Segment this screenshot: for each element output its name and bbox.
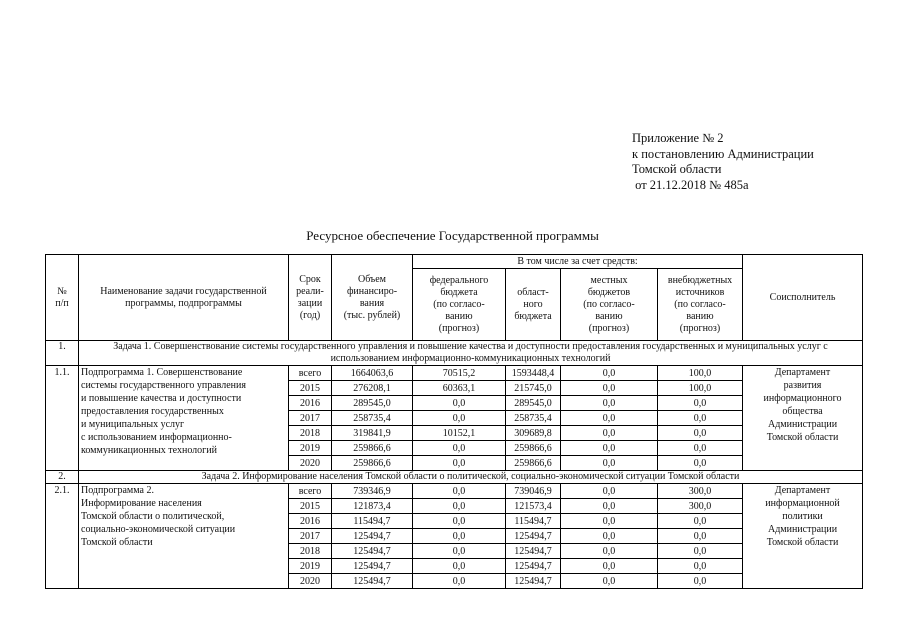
cell-federal: 0,0 <box>413 559 506 574</box>
cell-year: 2015 <box>289 381 332 396</box>
cell-line: социально-экономической ситуации <box>81 524 236 535</box>
cell-regional: 121573,4 <box>506 499 561 514</box>
appendix-block <box>632 131 814 193</box>
cell-local: 0,0 <box>561 381 658 396</box>
header-term <box>289 255 332 341</box>
cell-regional: 289545,0 <box>506 396 561 411</box>
cell-volume: 289545,0 <box>332 396 413 411</box>
cell-year: 2019 <box>289 559 332 574</box>
cell-line: Срок <box>299 273 321 285</box>
cell-line: (по согласо- <box>583 298 635 310</box>
cell-volume: 125494,7 <box>332 529 413 544</box>
cell-year: 2020 <box>289 456 332 471</box>
task-num: 2. <box>46 471 79 484</box>
cell-year: 2018 <box>289 544 332 559</box>
cell-federal: 0,0 <box>413 574 506 589</box>
cell-line: внебюджетных <box>667 274 733 286</box>
cell-line: источников <box>675 286 725 298</box>
cell-line: (тыс. рублей) <box>343 309 401 321</box>
table-row <box>46 366 863 381</box>
cell-local: 0,0 <box>561 426 658 441</box>
cell-local: 0,0 <box>561 499 658 514</box>
header-name <box>79 255 289 341</box>
cell-line: бюджетов <box>587 286 631 298</box>
table-header-row <box>46 255 863 269</box>
cell-extra: 0,0 <box>658 456 743 471</box>
appendix-line: к постановлению Администрации <box>632 146 814 161</box>
appendix-line: Приложение № 2 <box>632 131 724 145</box>
task-num: 1. <box>46 341 79 366</box>
cell-extra: 0,0 <box>658 396 743 411</box>
cell-regional: 1593448,4 <box>506 366 561 381</box>
task-text: Задача 1. Совершенствование системы государственного управления и повышение качества и доступности предоставления государственных и муниципальных услуг с использованием информационно-коммуникационных технологий <box>79 341 863 366</box>
cell-line: ванию <box>595 310 623 322</box>
cell-local: 0,0 <box>561 514 658 529</box>
table-row <box>46 484 863 499</box>
cell-year: 2015 <box>289 499 332 514</box>
coexecutor <box>743 366 863 471</box>
header-coexecutor: Соисполнитель <box>743 255 863 341</box>
appendix-line: Томской области <box>632 162 722 176</box>
cell-extra: 100,0 <box>658 381 743 396</box>
cell-line: Администрации <box>767 524 838 535</box>
cell-line: вания <box>359 297 385 309</box>
cell-extra: 0,0 <box>658 426 743 441</box>
cell-volume: 125494,7 <box>332 574 413 589</box>
cell-volume: 125494,7 <box>332 559 413 574</box>
header-num <box>46 255 79 341</box>
cell-extra: 0,0 <box>658 529 743 544</box>
header-local <box>561 269 658 341</box>
cell-volume: 319841,9 <box>332 426 413 441</box>
task-row <box>46 471 863 484</box>
cell-line: зации <box>297 297 323 309</box>
cell-line: област- <box>517 286 549 298</box>
header-extra <box>658 269 743 341</box>
cell-regional: 309689,8 <box>506 426 561 441</box>
cell-federal: 0,0 <box>413 499 506 514</box>
cell-federal: 70515,2 <box>413 366 506 381</box>
cell-year: 2018 <box>289 426 332 441</box>
cell-local: 0,0 <box>561 544 658 559</box>
cell-line: коммуникационных технологий <box>81 445 217 456</box>
cell-line: развития <box>783 380 822 391</box>
cell-federal: 0,0 <box>413 529 506 544</box>
cell-line: Информирование населения <box>81 498 202 509</box>
cell-year: всего <box>289 366 332 381</box>
cell-line: Подпрограмма 1. Совершенствование <box>81 367 243 378</box>
cell-extra: 100,0 <box>658 366 743 381</box>
cell-regional: 125494,7 <box>506 544 561 559</box>
cell-local: 0,0 <box>561 529 658 544</box>
cell-line: с использованием информационно- <box>81 432 232 443</box>
cell-extra: 0,0 <box>658 441 743 456</box>
document-title: Ресурсное обеспечение Государственной программы <box>306 228 599 243</box>
cell-line: Объем <box>358 273 386 285</box>
cell-line: Администрации <box>767 419 838 430</box>
cell-line: реали- <box>296 285 324 297</box>
cell-volume: 258735,4 <box>332 411 413 426</box>
cell-volume: 125494,7 <box>332 544 413 559</box>
cell-volume: 121873,4 <box>332 499 413 514</box>
cell-line: (по согласо- <box>674 298 726 310</box>
cell-regional: 125494,7 <box>506 529 561 544</box>
cell-year: 2017 <box>289 529 332 544</box>
cell-volume: 115494,7 <box>332 514 413 529</box>
cell-regional: 258735,4 <box>506 411 561 426</box>
coexecutor <box>743 484 863 589</box>
cell-local: 0,0 <box>561 366 658 381</box>
cell-line: бюджета <box>514 310 552 322</box>
cell-federal: 0,0 <box>413 411 506 426</box>
cell-line: № <box>57 285 67 297</box>
cell-line: (прогноз) <box>679 322 721 334</box>
header-group: В том числе за счет средств: <box>413 255 743 269</box>
cell-year: 2017 <box>289 411 332 426</box>
appendix-line: от 21.12.2018 № 485а <box>632 177 749 192</box>
header-regional <box>506 269 561 341</box>
cell-line: ного <box>523 298 543 310</box>
cell-extra: 0,0 <box>658 514 743 529</box>
cell-line: федерального <box>429 274 489 286</box>
cell-line: Департамент <box>774 485 831 496</box>
cell-line: Томской области <box>766 537 839 548</box>
cell-line: общества <box>782 406 823 417</box>
program-name <box>79 366 289 471</box>
cell-line: системы государственного управления <box>81 380 246 391</box>
cell-local: 0,0 <box>561 574 658 589</box>
cell-line: (год) <box>299 309 321 321</box>
cell-year: 2019 <box>289 441 332 456</box>
header-federal <box>413 269 506 341</box>
cell-volume: 259866,6 <box>332 441 413 456</box>
cell-line: Томской области <box>81 537 153 548</box>
cell-regional: 739046,9 <box>506 484 561 499</box>
cell-line: Наименование задачи государственной <box>100 285 267 297</box>
cell-line: и муниципальных услуг <box>81 419 185 430</box>
header-volume <box>332 255 413 341</box>
cell-line: ванию <box>686 310 714 322</box>
cell-local: 0,0 <box>561 396 658 411</box>
cell-line: и повышение качества и доступности <box>81 393 242 404</box>
cell-regional: 215745,0 <box>506 381 561 396</box>
cell-extra: 0,0 <box>658 559 743 574</box>
cell-local: 0,0 <box>561 484 658 499</box>
cell-volume: 1664063,6 <box>332 366 413 381</box>
task-text: Задача 2. Информирование населения Томской области о политической, социально-экономической ситуации Томской области <box>79 471 863 484</box>
cell-line: информационной <box>765 498 840 509</box>
cell-line: п/п <box>55 297 69 309</box>
cell-extra: 300,0 <box>658 484 743 499</box>
cell-line: Департамент <box>774 367 831 378</box>
program-name <box>79 484 289 589</box>
cell-federal: 0,0 <box>413 456 506 471</box>
cell-federal: 10152,1 <box>413 426 506 441</box>
cell-regional: 115494,7 <box>506 514 561 529</box>
cell-line: ванию <box>445 310 473 322</box>
cell-federal: 0,0 <box>413 514 506 529</box>
cell-extra: 0,0 <box>658 544 743 559</box>
cell-regional: 125494,7 <box>506 574 561 589</box>
program-num: 2.1. <box>46 484 79 589</box>
cell-volume: 259866,6 <box>332 456 413 471</box>
cell-line: политики <box>782 511 823 522</box>
cell-line: местных <box>590 274 628 286</box>
cell-regional: 125494,7 <box>506 559 561 574</box>
cell-line: информационного <box>763 393 842 404</box>
cell-regional: 259866,6 <box>506 441 561 456</box>
cell-year: всего <box>289 484 332 499</box>
table-body <box>46 255 863 589</box>
cell-line: Томской области <box>766 432 839 443</box>
cell-line: (прогноз) <box>438 322 480 334</box>
cell-federal: 0,0 <box>413 484 506 499</box>
cell-line: Томской области о политической, <box>81 511 225 522</box>
cell-federal: 0,0 <box>413 396 506 411</box>
cell-year: 2016 <box>289 396 332 411</box>
cell-line: предоставления государственных <box>81 406 224 417</box>
cell-line: (по согласо- <box>433 298 485 310</box>
cell-year: 2016 <box>289 514 332 529</box>
cell-extra: 0,0 <box>658 574 743 589</box>
cell-local: 0,0 <box>561 559 658 574</box>
cell-line: бюджета <box>440 286 478 298</box>
cell-federal: 0,0 <box>413 441 506 456</box>
task-row <box>46 341 863 366</box>
cell-line: (прогноз) <box>588 322 630 334</box>
cell-extra: 0,0 <box>658 411 743 426</box>
cell-volume: 739346,9 <box>332 484 413 499</box>
cell-line: программы, подпрограммы <box>125 297 242 309</box>
cell-local: 0,0 <box>561 411 658 426</box>
cell-local: 0,0 <box>561 441 658 456</box>
cell-line: финансиро- <box>346 285 398 297</box>
cell-federal: 60363,1 <box>413 381 506 396</box>
cell-volume: 276208,1 <box>332 381 413 396</box>
program-num: 1.1. <box>46 366 79 471</box>
cell-federal: 0,0 <box>413 544 506 559</box>
resource-table <box>45 254 863 589</box>
cell-year: 2020 <box>289 574 332 589</box>
cell-extra: 300,0 <box>658 499 743 514</box>
cell-line: Подпрограмма 2. <box>81 485 154 496</box>
cell-local: 0,0 <box>561 456 658 471</box>
cell-regional: 259866,6 <box>506 456 561 471</box>
